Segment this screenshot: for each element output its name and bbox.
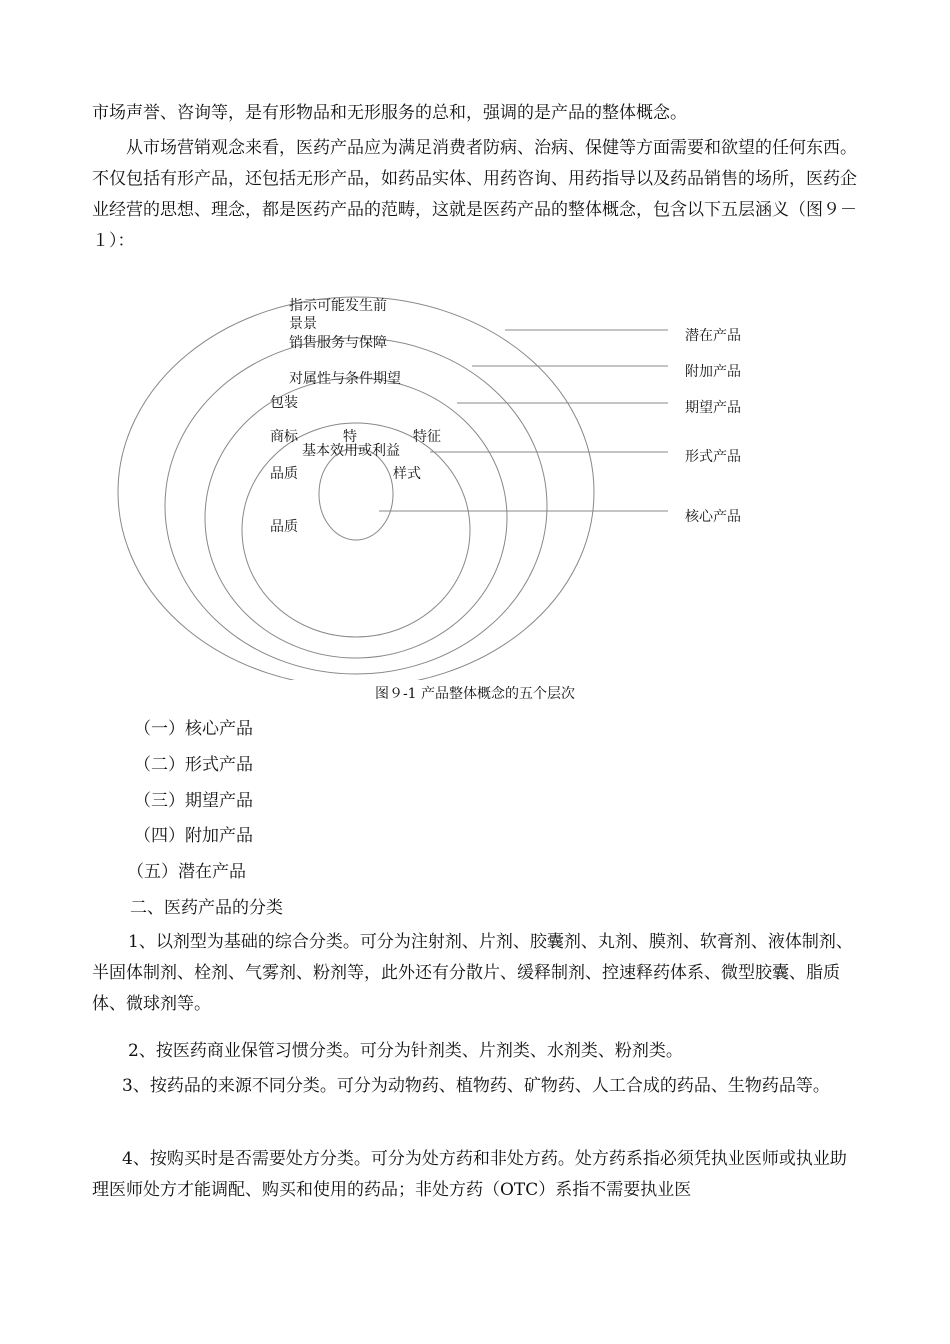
list-item: （五）潜在产品 <box>127 862 246 882</box>
figure-caption: 图９-1 产品整体概念的五个层次 <box>374 686 576 702</box>
inner-text: 品质 <box>270 466 298 482</box>
list-item: （一）核心产品 <box>134 719 253 739</box>
inner-text: 基本效用或利益 <box>302 443 400 459</box>
inner-text: 特征 <box>413 429 441 445</box>
layer-label-potential: 潜在产品 <box>685 328 741 344</box>
list-item: （四）附加产品 <box>134 826 253 846</box>
layer-label-formal: 形式产品 <box>685 449 741 465</box>
inner-text: 指示可能发生前 <box>289 298 387 314</box>
section-heading: 二、医药产品的分类 <box>130 898 283 918</box>
intro-paragraph: 从市场营销观念来看，医药产品应为满足消费者防病、治病、保健等方面需要和欲望的任何东西。不仅包括有形产品，还包括无形产品，如药品实体、用药咨询、用药指导以及药品销售的场所，医药企业经营的思想、理念，都是医药产品的范畴，这就是医药产品的整体概念，包含以下五层涵义（图９－１）： <box>92 138 857 251</box>
ellipse-augmented <box>165 338 547 674</box>
inner-text: 特 <box>343 429 357 445</box>
body-paragraph: 2、按医药商业保管习惯分类。可分为针剂类、片剂类、水剂类、粉剂类。 <box>128 1041 683 1061</box>
inner-text: 景景 <box>289 316 317 332</box>
inner-text: 包装 <box>270 395 298 411</box>
list-item: （三）期望产品 <box>134 791 253 811</box>
concentric-ellipses <box>0 280 950 680</box>
inner-text: 销售服务与保障 <box>289 335 387 351</box>
body-paragraph: 3、按药品的来源不同分类。可分为动物药、植物药、矿物药、人工合成的药品、生物药品等。 <box>122 1076 830 1096</box>
inner-text: 品质 <box>270 519 298 535</box>
inner-text: 对属性与条件期望 <box>289 371 401 387</box>
list-item: （二）形式产品 <box>134 755 253 775</box>
body-paragraph: 4、按购买时是否需要处方分类。可分为处方药和非处方药。处方药系指必须凭执业医师或执业助理医师处方才能调配、购买和使用的药品；非处方药（OTC）系指不需要执业医 <box>92 1149 847 1200</box>
body-paragraph: 1、以剂型为基础的综合分类。可分为注射剂、片剂、胶囊剂、丸剂、膜剂、软膏剂、液体制剂、半固体制剂、栓剂、气雾剂、粉剂等，此外还有分散片、缓释制剂、控速释药体系、微型胶囊、脂质体、微球剂等。 <box>92 932 853 1014</box>
layer-label-core: 核心产品 <box>685 509 741 525</box>
ellipse-expected <box>205 378 507 658</box>
ellipse-potential <box>118 297 594 680</box>
intro-line: 市场声誉、咨询等，是有形物品和无形服务的总和，强调的是产品的整体概念。 <box>92 103 687 123</box>
product-concept-diagram <box>0 280 950 680</box>
ellipse-core <box>319 448 393 540</box>
layer-label-augmented: 附加产品 <box>685 364 741 380</box>
inner-text: 样式 <box>393 466 421 482</box>
inner-text: 商标 <box>270 429 298 445</box>
layer-label-expected: 期望产品 <box>685 400 741 416</box>
